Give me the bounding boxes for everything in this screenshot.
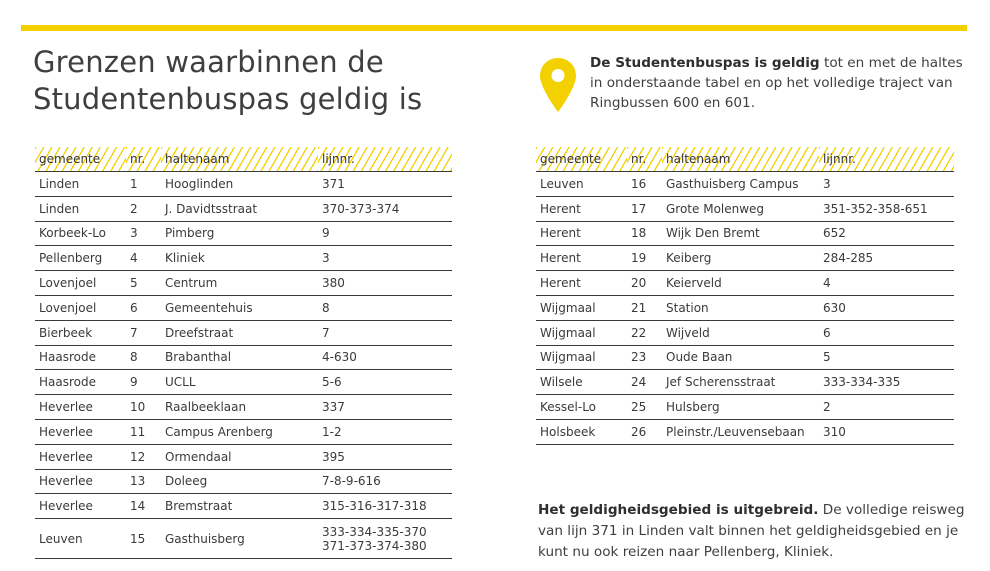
- validity-info: [590, 53, 970, 113]
- validity-info-bold: De Studentenbuspas is geldig: [590, 55, 820, 71]
- table-row: [35, 370, 452, 395]
- cell-municipality: Haasrode: [35, 345, 126, 370]
- cell-lines: 4-630: [318, 345, 452, 370]
- col-header-lines: lijnnr.: [819, 147, 954, 172]
- cell-number: 8: [126, 345, 161, 370]
- cell-lines: 370-373-374: [318, 196, 452, 221]
- table-row: [536, 196, 954, 221]
- cell-number: 20: [627, 271, 662, 296]
- cell-number: 2: [126, 196, 161, 221]
- cell-stop: Campus Arenberg: [161, 419, 318, 444]
- cell-number: 3: [126, 221, 161, 246]
- cell-number: 19: [627, 246, 662, 271]
- cell-stop: Centrum: [161, 271, 318, 296]
- table-row: [35, 246, 452, 271]
- cell-municipality: Wijgmaal: [536, 295, 627, 320]
- cell-lines: 8: [318, 295, 452, 320]
- cell-lines: 4: [819, 271, 954, 296]
- cell-stop: Ormendaal: [161, 444, 318, 469]
- cell-municipality: Herent: [536, 271, 627, 296]
- cell-stop: Gasthuisberg: [161, 519, 318, 559]
- cell-stop: Wijk Den Bremt: [662, 221, 819, 246]
- cell-stop: Keierveld: [662, 271, 819, 296]
- table-row: [536, 172, 954, 197]
- cell-municipality: Lovenjoel: [35, 295, 126, 320]
- table-row: [35, 469, 452, 494]
- table-row: [35, 519, 452, 559]
- cell-municipality: Linden: [35, 172, 126, 197]
- cell-stop: Jef Scherensstraat: [662, 370, 819, 395]
- cell-number: 17: [627, 196, 662, 221]
- cell-lines: 5-6: [318, 370, 452, 395]
- cell-number: 10: [126, 395, 161, 420]
- cell-municipality: Pellenberg: [35, 246, 126, 271]
- table-row: [536, 320, 954, 345]
- cell-lines: 3: [318, 246, 452, 271]
- cell-number: 13: [126, 469, 161, 494]
- table-row: [536, 395, 954, 420]
- cell-number: 6: [126, 295, 161, 320]
- cell-municipality: Wijgmaal: [536, 320, 627, 345]
- validity-info-text: tot en met de haltes in onderstaande tabel en op het volledige traject van Ringbussen 600 en 601.: [590, 55, 963, 111]
- page-title-line1: Grenzen waarbinnen de: [33, 45, 384, 79]
- cell-lines: 7: [318, 320, 452, 345]
- stops-table-left-body: [35, 172, 452, 559]
- col-header-municipality: gemeente: [35, 147, 126, 172]
- cell-municipality: Lovenjoel: [35, 271, 126, 296]
- table-row: [536, 246, 954, 271]
- table-header: [35, 147, 452, 172]
- page-title: [33, 44, 422, 118]
- stops-table-right: [536, 147, 954, 445]
- cell-municipality: Wilsele: [536, 370, 627, 395]
- cell-stop: Brabanthal: [161, 345, 318, 370]
- cell-stop: Gasthuisberg Campus: [662, 172, 819, 197]
- cell-municipality: Wijgmaal: [536, 345, 627, 370]
- cell-stop: Oude Baan: [662, 345, 819, 370]
- cell-stop: Bremstraat: [161, 494, 318, 519]
- page-title-line2: Studentenbuspas geldig is: [33, 82, 423, 116]
- cell-number: 4: [126, 246, 161, 271]
- cell-municipality: Heverlee: [35, 444, 126, 469]
- cell-municipality: Herent: [536, 221, 627, 246]
- extension-note-bold: Het geldigheidsgebied is uitgebreid.: [538, 502, 819, 518]
- cell-number: 23: [627, 345, 662, 370]
- cell-stop: Pleinstr./Leuvensebaan: [662, 419, 819, 444]
- cell-municipality: Leuven: [536, 172, 627, 197]
- cell-lines: 310: [819, 419, 954, 444]
- table-row: [35, 295, 452, 320]
- table-row: [35, 395, 452, 420]
- cell-stop: UCLL: [161, 370, 318, 395]
- cell-stop: Hooglinden: [161, 172, 318, 197]
- cell-municipality: Heverlee: [35, 419, 126, 444]
- cell-stop: Pimberg: [161, 221, 318, 246]
- cell-lines: 337: [318, 395, 452, 420]
- cell-stop: Raalbeeklaan: [161, 395, 318, 420]
- cell-municipality: Heverlee: [35, 395, 126, 420]
- table-row: [536, 221, 954, 246]
- cell-lines: 1-2: [318, 419, 452, 444]
- cell-municipality: Korbeek-Lo: [35, 221, 126, 246]
- table-row: [35, 345, 452, 370]
- cell-number: 7: [126, 320, 161, 345]
- col-header-stop: haltenaam: [662, 147, 819, 172]
- col-header-lines: lijnnr.: [318, 147, 452, 172]
- cell-lines: 2: [819, 395, 954, 420]
- cell-municipality: Linden: [35, 196, 126, 221]
- cell-lines: 6: [819, 320, 954, 345]
- cell-municipality: Heverlee: [35, 494, 126, 519]
- stops-table-left: [35, 147, 452, 559]
- map-pin-icon: [539, 57, 577, 113]
- col-header-stop: haltenaam: [161, 147, 318, 172]
- table-row: [35, 221, 452, 246]
- cell-lines: 7-8-9-616: [318, 469, 452, 494]
- cell-municipality: Haasrode: [35, 370, 126, 395]
- stops-table-right-body: [536, 172, 954, 445]
- cell-number: 14: [126, 494, 161, 519]
- cell-municipality: Herent: [536, 196, 627, 221]
- cell-stop: Hulsberg: [662, 395, 819, 420]
- cell-municipality: Herent: [536, 246, 627, 271]
- cell-number: 18: [627, 221, 662, 246]
- table-row: [35, 320, 452, 345]
- table-row: [536, 419, 954, 444]
- table-row: [536, 271, 954, 296]
- cell-number: 16: [627, 172, 662, 197]
- cell-number: 22: [627, 320, 662, 345]
- table-row: [536, 370, 954, 395]
- table-row: [536, 295, 954, 320]
- cell-number: 21: [627, 295, 662, 320]
- cell-number: 11: [126, 419, 161, 444]
- table-row: [35, 172, 452, 197]
- cell-number: 26: [627, 419, 662, 444]
- cell-municipality: Kessel-Lo: [536, 395, 627, 420]
- cell-stop: Keiberg: [662, 246, 819, 271]
- cell-lines: 5: [819, 345, 954, 370]
- cell-lines: 395: [318, 444, 452, 469]
- cell-municipality: Bierbeek: [35, 320, 126, 345]
- cell-stop: Wijveld: [662, 320, 819, 345]
- col-header-municipality: gemeente: [536, 147, 627, 172]
- cell-lines: 333-334-335: [819, 370, 954, 395]
- cell-number: 5: [126, 271, 161, 296]
- table-row: [536, 345, 954, 370]
- cell-lines-line1: 333-334-335-370: [322, 524, 427, 539]
- cell-lines-line2: 371-373-374-380: [322, 538, 427, 553]
- cell-lines: 3: [819, 172, 954, 197]
- cell-stop: Gemeentehuis: [161, 295, 318, 320]
- cell-municipality: Holsbeek: [536, 419, 627, 444]
- cell-number: 9: [126, 370, 161, 395]
- cell-lines: 315-316-317-318: [318, 494, 452, 519]
- col-header-number: nr.: [627, 147, 662, 172]
- cell-stop: J. Davidtsstraat: [161, 196, 318, 221]
- cell-stop: Doleeg: [161, 469, 318, 494]
- cell-stop: Station: [662, 295, 819, 320]
- cell-municipality: Heverlee: [35, 469, 126, 494]
- table-row: [35, 196, 452, 221]
- table-row: [35, 444, 452, 469]
- cell-municipality: Leuven: [35, 519, 126, 559]
- cell-lines: 380: [318, 271, 452, 296]
- cell-lines: 9: [318, 221, 452, 246]
- cell-lines: 351-352-358-651: [819, 196, 954, 221]
- col-header-number: nr.: [126, 147, 161, 172]
- cell-number: 1: [126, 172, 161, 197]
- cell-lines: 630: [819, 295, 954, 320]
- extension-note-text: De volledige reisweg van lijn 371 in Linden valt binnen het geldigheidsgebied en je kunt nu ook reizen naar Pellenberg, Kliniek.: [538, 502, 965, 560]
- table-row: [35, 494, 452, 519]
- top-accent-bar: [21, 25, 967, 31]
- table-header: [536, 147, 954, 172]
- cell-number: 25: [627, 395, 662, 420]
- cell-stop: Kliniek: [161, 246, 318, 271]
- cell-number: 12: [126, 444, 161, 469]
- cell-stop: Grote Molenweg: [662, 196, 819, 221]
- cell-stop: Dreefstraat: [161, 320, 318, 345]
- extension-note: [538, 500, 968, 563]
- cell-lines: 652: [819, 221, 954, 246]
- cell-lines: [318, 519, 452, 559]
- cell-lines: 284-285: [819, 246, 954, 271]
- table-row: [35, 271, 452, 296]
- cell-number: 15: [126, 519, 161, 559]
- cell-lines: 371: [318, 172, 452, 197]
- cell-number: 24: [627, 370, 662, 395]
- table-row: [35, 419, 452, 444]
